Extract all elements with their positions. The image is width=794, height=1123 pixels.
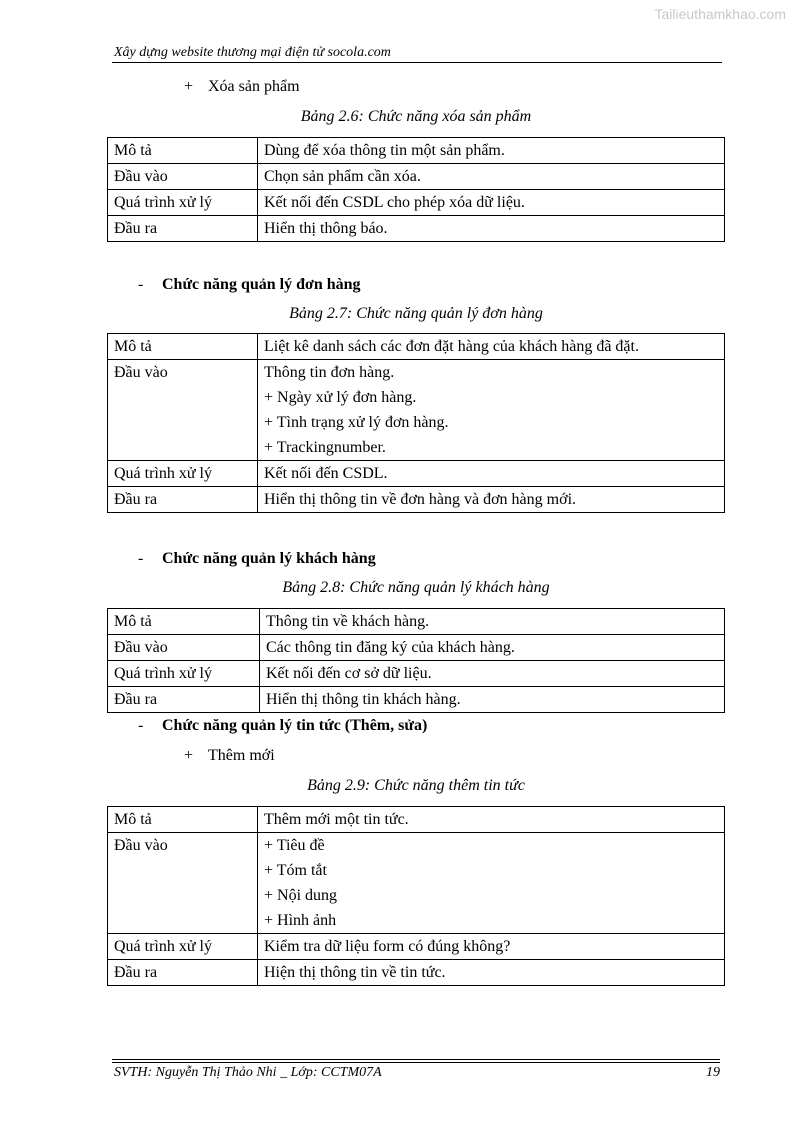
row-label: Quá trình xử lý	[108, 661, 260, 687]
heading-quan-ly-don-hang	[138, 276, 361, 294]
table-row	[108, 164, 725, 190]
table-row	[108, 609, 725, 635]
row-value-line: Hiển thị thông tin về đơn hàng và đơn hàng mới.	[264, 491, 577, 508]
table-row	[108, 661, 725, 687]
row-value	[258, 960, 725, 986]
row-label: Đầu ra	[108, 687, 260, 713]
table-caption-2-9: Bảng 2.9: Chức năng thêm tin tức	[307, 777, 525, 794]
row-value-line: + Hình ảnh	[264, 912, 337, 929]
row-label: Mô tả	[108, 334, 258, 360]
footer-rule-bottom	[112, 1062, 720, 1063]
bullet-label: Thêm mới	[208, 747, 275, 764]
bullet-label: Xóa sản phẩm	[208, 78, 300, 95]
bullet-xoa-san-pham	[184, 78, 300, 96]
row-label: Đầu ra	[108, 960, 258, 986]
row-value-line: Hiển thị thông tin khách hàng.	[266, 691, 461, 708]
row-value-line: Dùng để xóa thông tin một sản phẩm.	[264, 142, 505, 159]
table-row	[108, 833, 725, 934]
row-value	[260, 661, 725, 687]
dash-bullet: -	[138, 550, 144, 567]
row-value-line: Chọn sản phẩm cần xóa.	[264, 168, 421, 185]
row-value	[260, 635, 725, 661]
row-value	[258, 934, 725, 960]
row-label: Đầu ra	[108, 487, 258, 513]
row-label: Mô tả	[108, 807, 258, 833]
row-value-line: Các thông tin đăng ký của khách hàng.	[266, 639, 515, 656]
plus-bullet-icon: +	[184, 78, 194, 95]
row-value	[258, 164, 725, 190]
table-row	[108, 807, 725, 833]
table-caption-2-6: Bảng 2.6: Chức năng xóa sản phẩm	[300, 108, 532, 125]
table-row	[108, 461, 725, 487]
row-label: Đầu vào	[108, 635, 260, 661]
header-rule	[112, 62, 722, 63]
footer-student-info: SVTH: Nguyễn Thị Thảo Nhi _ Lớp: CCTM07A	[114, 1065, 382, 1080]
row-value-line: + Ngày xử lý đơn hàng.	[264, 389, 417, 406]
table-row	[108, 934, 725, 960]
heading-text: Chức năng quản lý đơn hàng	[162, 276, 361, 293]
page-number: 19	[706, 1065, 720, 1080]
row-value-line: Thông tin đơn hàng.	[264, 364, 395, 381]
table-quan-ly-khach-hang	[107, 608, 725, 713]
row-label: Quá trình xử lý	[108, 190, 258, 216]
row-value-line: Hiển thị thông báo.	[264, 220, 388, 237]
watermark: Tailieuthamkhao.com	[654, 6, 786, 22]
heading-text: Chức năng quản lý khách hàng	[162, 550, 376, 567]
row-label: Đầu ra	[108, 216, 258, 242]
table-them-tin-tuc	[107, 806, 725, 986]
table-caption-2-7: Bảng 2.7: Chức năng quản lý đơn hàng	[289, 305, 543, 322]
dash-bullet: -	[138, 717, 144, 734]
row-value-line: + Tình trạng xử lý đơn hàng.	[264, 414, 449, 431]
row-value	[258, 487, 725, 513]
row-label: Mô tả	[108, 609, 260, 635]
footer-rule-top	[112, 1059, 720, 1060]
row-label: Quá trình xử lý	[108, 461, 258, 487]
row-value	[258, 216, 725, 242]
row-value-line: Hiện thị thông tin về tin tức.	[264, 964, 446, 981]
row-value	[258, 461, 725, 487]
table-row	[108, 138, 725, 164]
row-label: Quá trình xử lý	[108, 934, 258, 960]
row-value-line: Thêm mới một tin tức.	[264, 811, 409, 828]
table-row	[108, 635, 725, 661]
table-row	[108, 687, 725, 713]
row-value	[260, 687, 725, 713]
row-value	[258, 360, 725, 461]
row-value	[258, 190, 725, 216]
table-row	[108, 960, 725, 986]
row-value-line: Kết nối đến cơ sở dữ liệu.	[266, 665, 432, 682]
plus-bullet-icon: +	[184, 747, 194, 764]
row-value	[258, 833, 725, 934]
row-value	[258, 334, 725, 360]
row-label: Đầu vào	[108, 360, 258, 461]
table-caption-2-8: Bảng 2.8: Chức năng quản lý khách hàng	[282, 579, 550, 596]
row-value	[258, 138, 725, 164]
table-row	[108, 190, 725, 216]
row-label: Mô tả	[108, 138, 258, 164]
row-label: Đầu vào	[108, 833, 258, 934]
row-value-line: + Tóm tắt	[264, 862, 327, 879]
heading-quan-ly-tin-tuc	[138, 717, 427, 735]
table-xoa-san-pham	[107, 137, 725, 242]
heading-quan-ly-khach-hang	[138, 550, 376, 568]
dash-bullet: -	[138, 276, 144, 293]
row-value-line: + Trackingnumber.	[264, 439, 386, 456]
heading-text: Chức năng quản lý tin tức (Thêm, sửa)	[162, 717, 428, 734]
row-label: Đầu vào	[108, 164, 258, 190]
row-value	[260, 609, 725, 635]
row-value-line: Kết nối đến CSDL cho phép xóa dữ liệu.	[264, 194, 525, 211]
row-value-line: + Tiêu đề	[264, 837, 325, 854]
bullet-them-moi	[184, 747, 275, 765]
row-value-line: Kết nối đến CSDL.	[264, 465, 388, 482]
row-value	[258, 807, 725, 833]
table-row	[108, 360, 725, 461]
row-value-line: Thông tin về khách hàng.	[266, 613, 430, 630]
row-value-line: Kiểm tra dữ liệu form có đúng không?	[264, 938, 511, 955]
row-value-line: + Nội dung	[264, 887, 338, 904]
table-row	[108, 216, 725, 242]
table-row	[108, 334, 725, 360]
row-value-line: Liệt kê danh sách các đơn đặt hàng của khách hàng đã đặt.	[264, 338, 639, 355]
table-row	[108, 487, 725, 513]
table-quan-ly-don-hang	[107, 333, 725, 513]
running-header: Xây dựng website thương mại điện tử socola.com	[114, 45, 391, 60]
